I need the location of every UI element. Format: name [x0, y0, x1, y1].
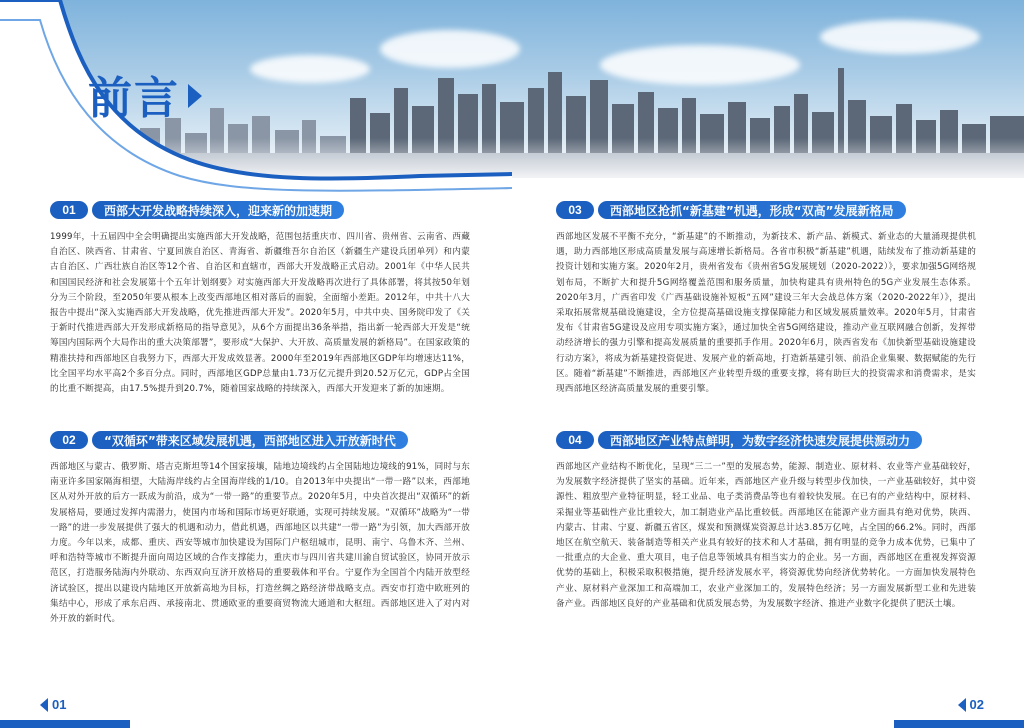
page-number-left	[40, 697, 66, 712]
section-header	[556, 430, 976, 450]
section-body: 西部地区与蒙古、俄罗斯、塔吉克斯坦等14个国家接壤，陆地边境线约占全国陆地边境线的91%，同时与东南亚许多国家隔海相望，大陆海岸线约占全国海岸线的1/10。自2013年中央提出“一带一路”以来，西部地区从对外开放的后方一跃成为前沿，成为“一带一路”的重要节点。2020年5月，中央首次提出“双循环”的新发展格局，要通过发挥内需潜力，使国内市场和国际市场更好联通，实现可持续发展。“双循环”战略为“一带一路”的进一步发展提供了强大的机遇和动力，借此机遇，西部地区以共建“一带一路”为引领，加大西部开放力度。今年以来，成都、重庆、西安等城市加快建设为国际门户枢纽城市，昆明、南宁、乌鲁木齐、兰州、呼和浩特等城市不断提升面向周边区域的合作支撑能力，重庆市与四川省共建川渝自贸试验区，协同开放示范区，打造服务陆海内外联动、东西双向互济开放格局的重要载体和平台。宁夏作为全国首个内陆开放型经济试验区，提出以建设内陆地区开放新高地为目标，打造丝绸之路经济带战略支点。西安市打造中欧班列的集结中心，形成了承东启西、承接南北、贯通欧亚的重要商贸物流大通道和大枢纽。西部地区进入了对内对外开放的新时代。	[50, 462, 470, 625]
chevron-left-icon	[40, 698, 48, 712]
wave-decoration	[0, 0, 512, 210]
section-header	[556, 200, 976, 220]
page-number-text: 01	[52, 697, 67, 712]
section-number: 01	[50, 201, 88, 219]
section-heading: 西部地区产业特点鲜明，为数字经济快速发展提供源动力	[598, 431, 922, 449]
corner-bar	[0, 720, 130, 728]
title-arrow-icon	[188, 84, 202, 108]
page-number-text: 02	[969, 697, 984, 712]
section-01	[50, 200, 470, 397]
section-03	[556, 200, 976, 397]
section-header	[50, 430, 470, 450]
page-number-right	[958, 697, 984, 712]
page-title-group	[88, 62, 202, 126]
page-title: 前言	[88, 73, 180, 124]
section-02	[50, 430, 470, 627]
section-body: 西部地区发展不平衡不充分，“新基建”的不断推动，为新技术、新产品、新模式、新业态的大量涌现提供机遇，助力西部地区形成高质量发展与高速增长新格局。各省市积极“新基建”机遇，陆续发布了推动新基建的投资计划和实施方案。2020年2月，贵州省发布《贵州省5G发展规划（2020-2022）》，要求加强5G网络规划布局，不断扩大和提升5G网络覆盖范围和服务质量，加快构建具有贵州特色的5G产业发展生态体系。2020年3月，广西省印发《广西基础设施补短板“五网”建设三年大会战总体方案（2020-2022年）》，提出采取拓展常规基础设施建设，全方位提高基础设施支撑保障能力和区域发展质量效率。2020年5月，甘肃省发布《甘肃省5G建设及应用专项实施方案》，通过加快全省5G网络建设，推动产业互联网融合创新，发挥带动经济增长的强力引擎和提高发展质量的重要抓手作用。2020年6月，陕西省发布《加快新型基础设施建设行动方案》，将成为新基建投资促进、发展产业的新高地，打造新基建引领、前沿企业集聚、数据赋能的先行区。随着“新基建”不断推进，西部地区产业转型升级的重要支撑，将有助巨大的投资需求和消费需求，是实现西部地区经济高质量发展的重要引擎。	[556, 232, 976, 395]
section-heading: “双循环”带来区域发展机遇，西部地区进入开放新时代	[92, 431, 408, 449]
section-body: 1999年，十五届四中全会明确提出实施西部大开发战略，范围包括重庆市、四川省、贵州省、云南省、西藏自治区、陕西省、甘肃省、宁夏回族自治区、青海省、新疆维吾尔自治区（新疆生产建设兵团单列）和内蒙古自治区、广西壮族自治区等12个省、自治区和直辖市，西部大开发战略正式启动。2001年《中华人民共和国国民经济和社会发展第十个五年计划纲要》对实施西部大开发战略再次进行了具体部署，将其按50年划分为三个阶段，至2050年要从根本上改变西部地区相对落后的面貌，全面缩小差距。2012年，中共十八大报告中提出“深入实施西部大开发战略，优先推进西部大开发”。2020年5月，中共中央、国务院印发了《关于新时代推进西部大开发形成新格局的指导意见》，从6个方面提出36条举措，指出新一轮西部大开发是“统筹国内国际两个大局作出的重大决策部署”，要形成“大保护、大开放、高质量发展的新格局”。在国家政策的精准扶持和西部地区自我努力下，西部大开发成效显著。2000年至2019年西部地区GDP年均增速达11%，比全国平均水平高2个多百分点。同时，西部地区GDP总量由1.73万亿元提升到20.52万亿元，GDP占全国的比重不断提高，由17.5%提升到20.7%，随着国家战略的持续深入，西部大开发迎来了新的加速期。	[50, 232, 470, 395]
section-heading: 西部地区抢抓“新基建”机遇，形成“双高”发展新格局	[598, 201, 906, 219]
section-number: 03	[556, 201, 594, 219]
chevron-left-icon	[958, 698, 966, 712]
section-number: 02	[50, 431, 88, 449]
section-number: 04	[556, 431, 594, 449]
section-body: 西部地区产业结构不断优化，呈现“三二一”型的发展态势，能源、制造业、原材料、农业等产业基础较好，为发展数字经济提供了坚实的基础。近年来，西部地区产业升级与转型步伐加快，一产业基础较好，其中资源性、粗放型产业特征明显，轻工业品、电子类消费品等也有着较快发展。在已有的产业结构中，原材料、采掘业等基础性产业比重较大，加工制造业产品比重较低。西部地区在能源产业方面具有绝对优势，陕西、内蒙古、甘肃、宁夏、新疆五省区，煤炭和预测煤炭资源总计达3.85万亿吨，占全国的66.2%。同时，西部地区在航空航天、装备制造等相关产业具有较好的技术和人才基础，拥有明显的竞争力成本优势，已集中了一批重点的大企业、重大项目，电子信息等领域具有相当实力的企业。另一方面，西部地区在重视发挥资源优势的基础上，积极采取积极措施，提升经济发展水平，将资源优势向经济优势转化。一方面加快发展特色产业、原材料产业深加工和高端加工，农业产业深加工的，发展特色经济；另一方面发展新型工业和先进装备产业。西部地区良好的产业基础和优质发展态势，为发展数字经济、推进产业数字化提供了肥沃土壤。	[556, 462, 976, 609]
page-right	[512, 0, 1024, 728]
section-header	[50, 200, 470, 220]
section-04	[556, 430, 976, 612]
corner-bar	[894, 720, 1024, 728]
section-heading: 西部大开发战略持续深入，迎来新的加速期	[92, 201, 344, 219]
